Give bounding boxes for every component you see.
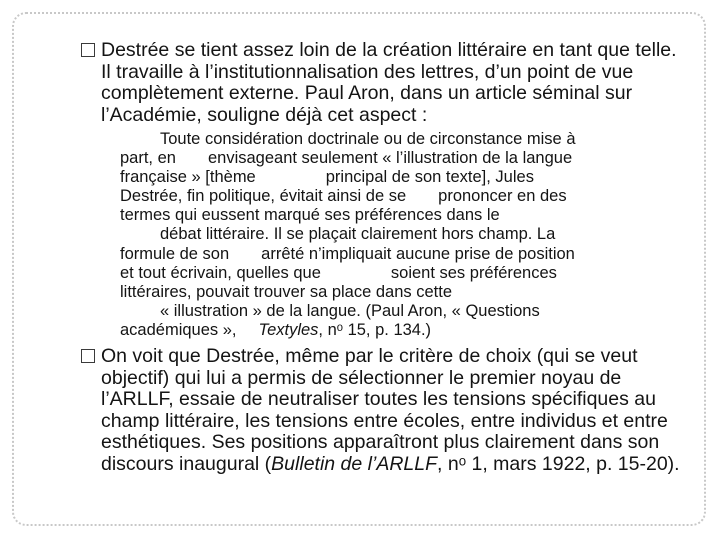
quote-line: Toute considération doctrinale ou de circonstance mise à (160, 130, 576, 148)
paragraph-conclusion-citation: , nᵒ 1, mars 1922, p. 15-20). (437, 452, 680, 475)
paragraph-conclusion (101, 346, 693, 476)
quote-line: Destrée, fin politique, évitait ainsi de se (120, 187, 407, 206)
quote-line: formule de son (120, 244, 230, 263)
checkbox-bullet-icon (81, 43, 95, 57)
quote-line: envisageant seulement « l’illustration de la langue (207, 149, 573, 168)
quote-line: , nᵒ 15, p. 134.) (318, 320, 432, 339)
paragraph-intro-text: Destrée se tient assez loin de la création littéraire en tant que telle. Il travaille à l’institutionnalisation des lettres, d’un point de vue complètement externe. Paul Aron, dans un article séminal sur l’Académie, souligne déjà cet aspect : (101, 39, 677, 126)
quote-line: termes qui eussent marqué ses préférences dans le (120, 206, 500, 225)
quote-line: académiques », (120, 320, 237, 339)
paragraph-intro (101, 40, 691, 126)
quote-line: principal de son texte], Jules (325, 168, 534, 187)
quote-line: part, en (120, 149, 176, 168)
quote-line: prononcer en des (438, 187, 567, 206)
paragraph-conclusion-text: On voit que Destrée, même par le critère de choix (qui se veut objectif) qui lui a permis de sélectionner le premier noyau de l’ARLLF, essaie de neutraliser toutes les tensions spécifiques au champ littéraire, les tensions entre écoles, entre individus et entre esthétiques. Ses positions apparaîtront plus clairement dans son discours inaugural ( (101, 345, 668, 475)
bulletin-title: Bulletin de l’ARLLF (271, 452, 438, 475)
quote-line: et tout écrivain, quelles que (120, 263, 321, 282)
quote-journal-title: Textyles (258, 320, 319, 339)
quote-line: soient ses préférences (390, 263, 557, 282)
quote-line: arrêté n’impliquait aucune prise de position (261, 244, 575, 263)
quote-line: débat littéraire. Il se plaçait clairement hors champ. La (160, 225, 556, 244)
quote-line: française » [thème (120, 168, 256, 187)
quote-line: littéraires, pouvait trouver sa place dans cette (120, 282, 453, 301)
quote-line: « illustration » de la langue. (Paul Aron, « Questions (160, 301, 540, 320)
block-quote (120, 130, 700, 340)
checkbox-bullet-icon (81, 349, 95, 363)
